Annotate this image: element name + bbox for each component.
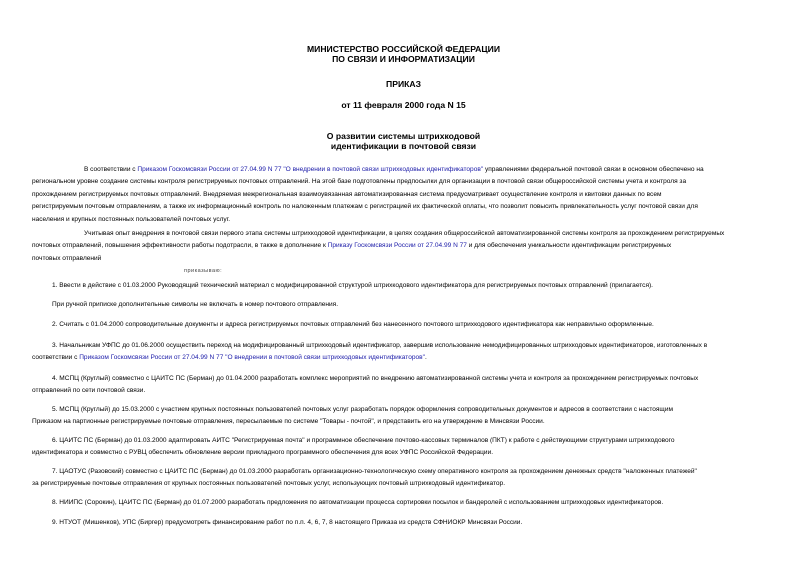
item-9: 9. НТУОТ (Мишенков), УПС (Биргер) предусмотреть финансирование работ по п.п. 4, 6, 7, 8 настоящего Приказа из средств СФНИОКР Минсвязи России.: [52, 519, 523, 526]
item-4: [32, 373, 767, 398]
item-4-line-2: отправлений по сети почтовой связи.: [32, 387, 146, 395]
item-8: 8. НИИПС (Сорокин), ЦАИТС ПС (Берман) до 01.07.2000 разработать предложения по автоматизации процесса сортировки посылок и бандеролей с использованием штрихкодовых идентификаторов.: [52, 499, 664, 506]
para2-text-b: и для обеспечения уникальности идентификации регистрируемых: [466, 242, 672, 250]
order-77-link-3[interactable]: Приказом Госкомсвязи России от 27.04.99 N 77 "О внедрении в почтовой связи штрихкодовых идентификаторов": [79, 354, 425, 362]
para1-line-1: [32, 164, 767, 176]
doc-type: ПРИКАЗ: [386, 79, 421, 89]
para1-line-4: регистрируемым почтовым отправлениям, а также их информационный контроль по наложенным платежам с регистрацией их фактической оплаты, что позволит повысить привлекательность услуг почтовой связи для: [32, 203, 698, 211]
item-6: [32, 435, 767, 460]
para2-line-3: почтовых отправлений: [32, 254, 102, 262]
paragraph-intro: [32, 164, 767, 226]
para1-line-2: региональном уровне создание системы контроля регистрируемых почтовых отправлений. На этой базе подготовлены предпосылки для организации в почтовой связи общероссийской системы учета и контроля за: [32, 178, 687, 186]
title-line-2: идентификации в почтовой связи: [330, 141, 477, 152]
item-5: [32, 404, 767, 429]
item-3-line-1: 3. Начальникам УФПС до 01.06.2000 осуществить переход на модифицированный штрихкодовый идентификатор, завершив использование немодифицированных штрихкодовых идентификаторов, изготовленных в: [52, 342, 708, 349]
para1-text-a: В соответствии с: [84, 166, 138, 173]
item-5-line-1: 5. МСПЦ (Круглый) до 15.03.2000 с участием крупных постоянных пользователей почтовых услуг разработать порядок оформления сопроводительных документов и адресов в соответствии с настоящим: [52, 406, 673, 413]
item-3-text-a: соответствии с: [32, 354, 80, 362]
item-3-line-2: [32, 352, 767, 364]
item-7-line-2: за регистрируемые почтовые отправления от крупных постоянных пользователей почтовых услуг, использующих почтовый штрихкодовый идентификатор.: [32, 480, 506, 488]
order-77-link[interactable]: Приказом Госкомсвязи России от 27.04.99 N 77 "О внедрении в почтовой связи штрихкодовых идентификаторов": [137, 166, 484, 173]
para2-line-2: [32, 240, 767, 252]
item-3-text-b: .: [424, 354, 427, 362]
para1-line-5: населения и крупных постоянных пользователей почтовых услуг.: [32, 215, 231, 223]
item-1-note: При ручной приписке дополнительные символы не включать в номер почтового отправления.: [52, 301, 339, 308]
para1-line-3: прохождением регистрируемых почтовых отправлений. Внедряемая межрегиональная взаимоувязанная автоматизированная система предусматривает осуществление контроля и квитовки данных по всем: [32, 190, 662, 198]
order-77-link-2[interactable]: Приказу Госкомсвязи России от 27.04.99 N 77: [327, 242, 467, 250]
paragraph-considering: [32, 228, 767, 265]
item-3: [32, 340, 767, 365]
document-title: [0, 131, 807, 152]
prikazyvayu-label: приказываю:: [184, 268, 223, 274]
ministry-heading: [0, 44, 807, 65]
item-6-line-2: идентификатора и совместно с РУВЦ обеспечить обновление версии прикладного программного обеспечения для всех УФПС Российской Федерации.: [32, 449, 494, 457]
para2-text-a: почтовых отправлений, повышения эффективности работы подотрасли, в также в дополнение к: [32, 242, 328, 250]
date-number: от 11 февраля 2000 года N 15: [341, 100, 466, 110]
title-line-1: О развитии системы штрихкодовой: [326, 131, 481, 141]
item-7-line-1: 7. ЦАОТУС (Разовский) совместно с ЦАИТС ПС (Берман) до 01.03.2000 разработать организационно-технологическую схему оперативного контроля за прохождением денежных средств "наложенных платежей": [52, 468, 697, 475]
item-1: 1. Ввести в действие с 01.03.2000 Руководящий технический материал с модифицированной структурой штрихкодового идентификатора для регистрируемых почтовых отправлений (прилагается).: [52, 282, 653, 289]
item-4-line-1: 4. МСПЦ (Круглый) совместно с ЦАИТС ПС (Берман) до 01.04.2000 разработать комплекс мероприятий по внедрению автоматизированной системы учета и контроля за прохождением регистрируемых почтовых: [52, 375, 699, 382]
para1-text-b: управлениями федеральной почтовой связи в основном обеспечено на: [483, 166, 704, 173]
item-5-line-2: Приказом на партионные регистрируемые почтовые отправления, пересылаемые по системе "Товары - почтой", и представить его на утверждение в Минсвязи России.: [32, 418, 545, 426]
para2-line-1: Учитывая опыт внедрения в почтовой связи первого этапа системы штрихкодовой идентификации, в целях создания общероссийской автоматизированной системы контроля за прохождением регистрируемых: [84, 230, 725, 237]
item-7: [32, 466, 767, 491]
ministry-line-1: МИНИСТЕРСТВО РОССИЙСКОЙ ФЕДЕРАЦИИ: [306, 44, 501, 54]
item-2: 2. Считать с 01.04.2000 сопроводительные документы и адреса регистрируемых почтовых отправлений без нанесенного почтового штрихкодового идентификатора как неправильно оформленные.: [52, 321, 654, 328]
item-6-line-1: 6. ЦАИТС ПС (Берман) до 01.03.2000 адаптировать АИТС "Регистрируемая почта" и программное обеспечение почтово-кассовых терминалов (ПКТ) к работе с действующими структурами штрихкодового: [52, 437, 675, 444]
ministry-line-2: ПО СВЯЗИ И ИНФОРМАТИЗАЦИИ: [332, 54, 475, 65]
